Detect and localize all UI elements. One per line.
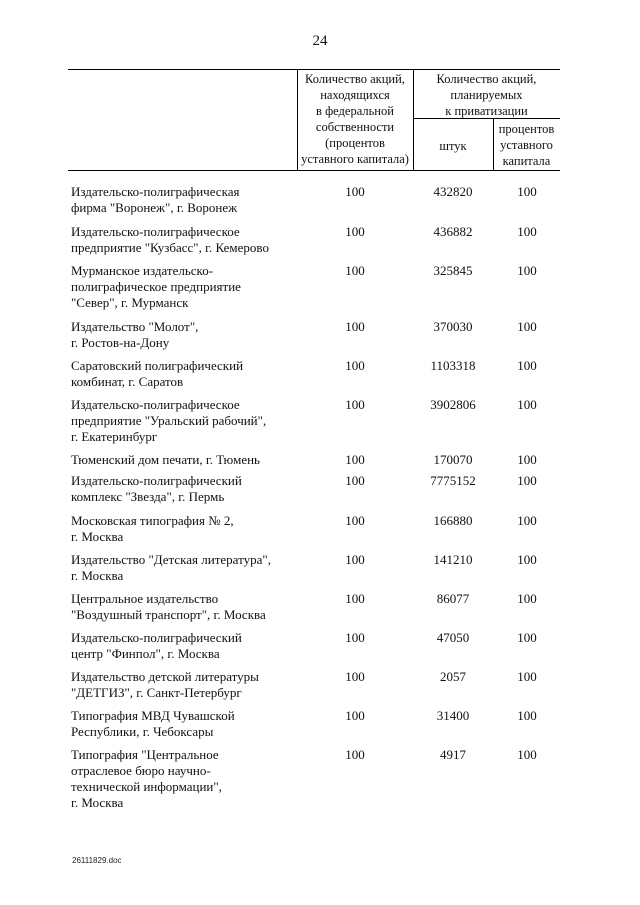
row-share-count: 141210	[433, 552, 473, 567]
row-share-count: 31400	[436, 708, 470, 723]
row-share-count: 370030	[433, 319, 473, 334]
row-federal-percent: 100	[345, 224, 365, 239]
row-share-count: 47050	[436, 630, 470, 645]
row-federal-percent: 100	[345, 747, 365, 762]
row-privatization-percent: 100	[517, 452, 537, 467]
row-privatization-percent: 100	[517, 319, 537, 334]
row-organization-name: Саратовский полиграфический комбинат, г. Саратов	[71, 358, 244, 389]
row-organization-name: Издательство "Молот", г. Ростов-на-Дону	[71, 319, 199, 350]
row-federal-percent: 100	[345, 591, 365, 606]
row-federal-percent: 100	[345, 630, 365, 645]
row-share-count: 4917	[440, 747, 466, 762]
row-privatization-percent: 100	[517, 708, 537, 723]
row-organization-name: Типография "Центральное отраслевое бюро научно- технической информации", г. Москва	[71, 747, 222, 810]
row-privatization-percent: 100	[517, 397, 537, 412]
footer-filename: 26111829.doc	[72, 856, 122, 865]
row-share-count: 432820	[433, 184, 473, 199]
row-organization-name: Центральное издательство "Воздушный транспорт", г. Москва	[71, 591, 266, 622]
row-share-count: 325845	[433, 263, 473, 278]
row-federal-percent: 100	[345, 473, 365, 488]
row-organization-name: Издательско-полиграфическое предприятие "Уральский рабочий", г. Екатеринбург	[71, 397, 267, 444]
header-percent: процентов уставного капитала	[498, 122, 555, 168]
row-privatization-percent: 100	[517, 184, 537, 199]
row-organization-name: Издательско-полиграфический центр "Финпол", г. Москва	[71, 630, 242, 661]
table-top-rule	[68, 69, 560, 70]
row-organization-name: Издательско-полиграфическое предприятие "Кузбасс", г. Кемерово	[71, 224, 269, 255]
row-organization-name: Издательско-полиграфический комплекс "Звезда", г. Пермь	[71, 473, 242, 504]
row-federal-percent: 100	[345, 708, 365, 723]
row-share-count: 166880	[433, 513, 473, 528]
row-privatization-percent: 100	[517, 358, 537, 373]
row-privatization-percent: 100	[517, 747, 537, 762]
row-organization-name: Мурманское издательско- полиграфическое предприятие "Север", г. Мурманск	[71, 263, 241, 310]
row-privatization-percent: 100	[517, 263, 537, 278]
row-privatization-percent: 100	[517, 473, 537, 488]
row-federal-percent: 100	[345, 319, 365, 334]
row-privatization-percent: 100	[517, 669, 537, 684]
row-organization-name: Типография МВД Чувашской Республики, г. Чебоксары	[71, 708, 235, 739]
row-share-count: 2057	[440, 669, 466, 684]
row-organization-name: Тюменский дом печати, г. Тюмень	[71, 452, 260, 467]
row-organization-name: Московская типография № 2, г. Москва	[71, 513, 234, 544]
row-federal-percent: 100	[345, 184, 365, 199]
row-share-count: 3902806	[430, 397, 476, 412]
header-units: штук	[439, 139, 467, 153]
row-federal-percent: 100	[345, 263, 365, 278]
header-planned-privatization: Количество акций, планируемых к приватизации	[436, 72, 537, 118]
row-organization-name: Издательство детской литературы "ДЕТГИЗ", г. Санкт-Петербург	[71, 669, 259, 700]
row-federal-percent: 100	[345, 397, 365, 412]
row-federal-percent: 100	[345, 358, 365, 373]
row-privatization-percent: 100	[517, 513, 537, 528]
row-federal-percent: 100	[345, 513, 365, 528]
row-federal-percent: 100	[345, 452, 365, 467]
row-privatization-percent: 100	[517, 630, 537, 645]
page-number: 24	[312, 33, 328, 49]
row-organization-name: Издательско-полиграфическая фирма "Воронеж", г. Воронеж	[71, 184, 240, 215]
header-federal-shares: Количество акций, находящихся в федеральной собственности (процентов уставного капитала)	[301, 72, 409, 166]
row-privatization-percent: 100	[517, 552, 537, 567]
row-privatization-percent: 100	[517, 224, 537, 239]
row-share-count: 170070	[433, 452, 473, 467]
row-federal-percent: 100	[345, 669, 365, 684]
row-share-count: 436882	[433, 224, 473, 239]
table-header-bottom-rule	[68, 170, 560, 171]
row-share-count: 1103318	[430, 358, 476, 373]
row-share-count: 7775152	[430, 473, 476, 488]
row-share-count: 86077	[436, 591, 470, 606]
row-federal-percent: 100	[345, 552, 365, 567]
row-organization-name: Издательство "Детская литература", г. Москва	[71, 552, 271, 583]
row-privatization-percent: 100	[517, 591, 537, 606]
